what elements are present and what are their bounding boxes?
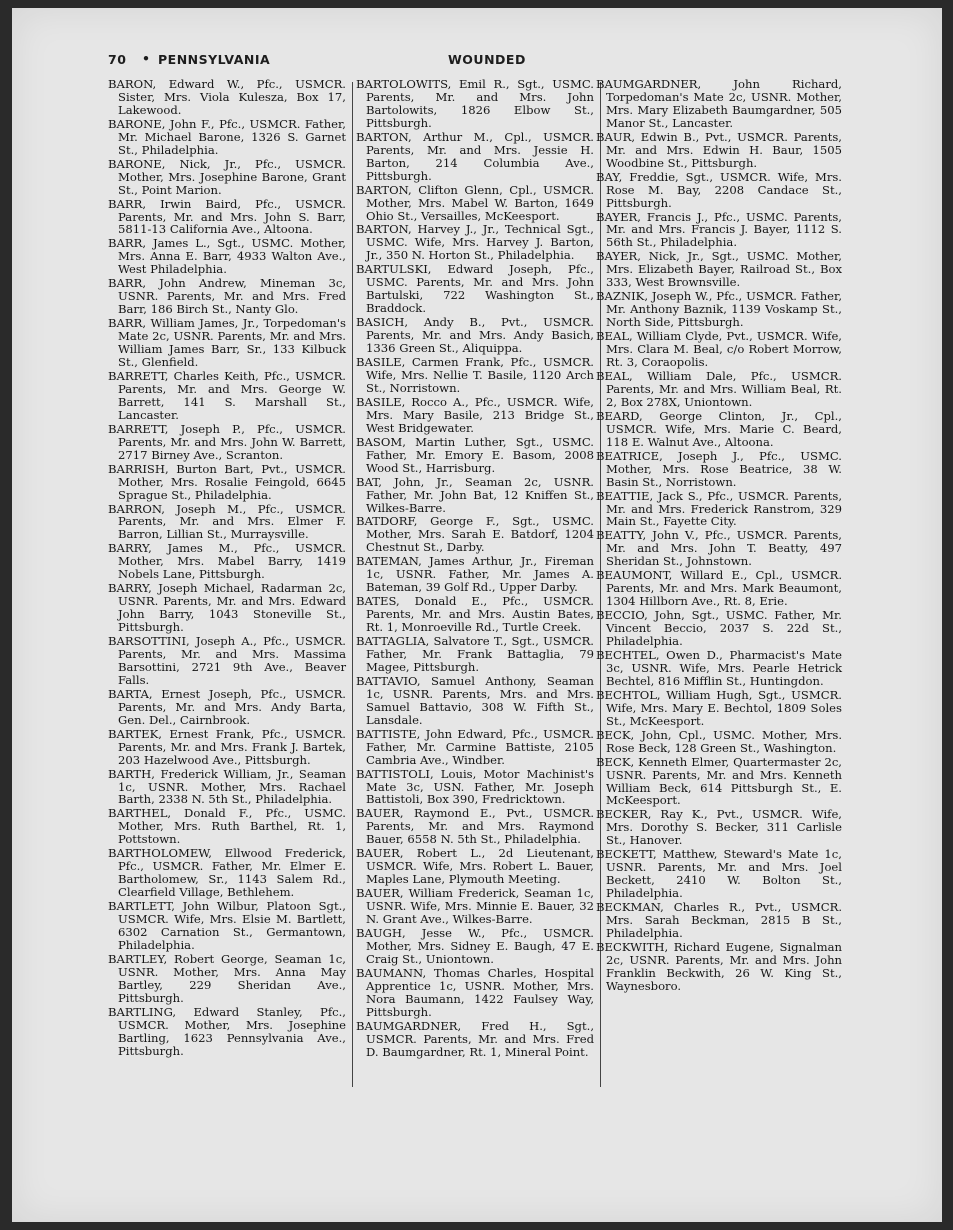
list-entry: BAYER, Francis J., Pfc., USMC. Parents, Mr. and Mrs. Francis J. Bayer, 1112 S. 56th St., Philadelphia. <box>596 209 842 250</box>
list-entry: BARTULSKI, Edward Joseph, Pfc., USMC. Parents, Mr. and Mrs. John Bartulski, 722 Washington St., Braddock. <box>356 262 594 316</box>
list-entry: BARTON, Harvey J., Jr., Technical Sgt., USMC. Wife, Mrs. Harvey J. Barton, Jr., 350 N. Horton St., Philadelphia. <box>356 222 594 263</box>
list-entry: BARRY, James M., Pfc., USMCR. Mother, Mrs. Mabel Barry, 1419 Nobels Lane, Pittsburgh. <box>108 541 346 582</box>
list-entry: BATTAGLIA, Salvatore T., Sgt., USMCR. Father, Mr. Frank Battaglia, 79 Magee, Pittsburgh. <box>356 634 594 674</box>
list-entry: BAUER, Raymond E., Pvt., USMCR. Parents, Mr. and Mrs. Raymond Bauer, 6558 N. 5th St., Philadelphia. <box>356 806 594 847</box>
section-title: WOUNDED <box>448 52 526 67</box>
list-entry: BASICH, Andy B., Pvt., USMCR. Parents, Mr. and Mrs. Andy Basich, 1336 Green St., Aliquippa. <box>356 315 594 356</box>
list-entry: BARONE, Nick, Jr., Pfc., USMCR. Mother, Mrs. Josephine Barone, Grant St., Point Marion. <box>108 156 346 197</box>
page-header <box>108 52 848 72</box>
state-title: PENNSYLVANIA <box>158 52 271 67</box>
list-entry: BEAUMONT, Willard E., Cpl., USMCR. Parents, Mr. and Mrs. Mark Beaumont, 1304 Hillborn Ave., Rt. 8, Erie. <box>596 568 842 609</box>
list-entry: BECK, John, Cpl., USMC. Mother, Mrs. Rose Beck, 128 Green St., Washington. <box>596 727 842 755</box>
column-2 <box>356 78 594 1060</box>
list-entry: BARR, John Andrew, Mineman 3c, USNR. Parents, Mr. and Mrs. Fred Barr, 186 Birch St., Nanty Glo. <box>108 276 346 317</box>
list-entry: BEATRICE, Joseph J., Pfc., USMC. Mother, Mrs. Rose Beatrice, 38 W. Basin St., Norristown. <box>596 448 842 489</box>
list-entry: BECKER, Ray K., Pvt., USMCR. Wife, Mrs. Dorothy S. Becker, 311 Carlisle St., Hanover. <box>596 807 842 848</box>
list-entry: BARR, Irwin Baird, Pfc., USMCR. Parents, Mr. and Mrs. John S. Barr, 5811-13 California Ave., Altoona. <box>108 196 346 237</box>
list-entry: BAUMGARDNER, Fred H., Sgt., USMCR. Parents, Mr. and Mrs. Fred D. Baumgardner, Rt. 1, Mineral Point. <box>356 1018 594 1059</box>
list-entry: BAY, Freddie, Sgt., USMCR. Wife, Mrs. Rose M. Bay, 2208 Candace St., Pittsburgh. <box>596 169 842 210</box>
list-entry: BARTON, Arthur M., Cpl., USMCR. Parents, Mr. and Mrs. Jessie H. Barton, 214 Columbia Ave., Pittsburgh. <box>356 129 594 183</box>
list-entry: BASILE, Rocco A., Pfc., USMCR. Wife, Mrs. Mary Basile, 213 Bridge St., West Bridgewater. <box>356 394 594 435</box>
column-divider-1 <box>352 82 353 1087</box>
list-entry: BECKMAN, Charles R., Pvt., USMCR. Mrs. Sarah Beckman, 2815 B St., Philadelphia. <box>596 900 842 940</box>
list-entry: BARR, James L., Sgt., USMC. Mother, Mrs. Anna E. Barr, 4933 Walton Ave., West Philadelphia. <box>108 236 346 277</box>
list-entry: BARTLEY, Robert George, Seaman 1c, USNR. Mother, Mrs. Anna May Bartley, 229 Sheridan Ave., Pittsburgh. <box>108 951 346 1005</box>
list-entry: BAUGH, Jesse W., Pfc., USMCR. Mother, Mrs. Sidney E. Baugh, 47 E. Craig St., Uniontown. <box>356 926 594 966</box>
list-entry: BARON, Edward W., Pfc., USMCR. Sister, Mrs. Viola Kulesza, Box 17, Lakewood. <box>108 77 346 117</box>
list-entry: BEATTY, John V., Pfc., USMCR. Parents, Mr. and Mrs. John T. Beatty, 497 Sheridan St., Johnstown. <box>596 528 842 569</box>
list-entry: BARTON, Clifton Glenn, Cpl., USMCR. Mother, Mrs. Mabel W. Barton, 1649 Ohio St., Versailles, McKeesport. <box>356 182 594 223</box>
list-entry: BARTHOLOMEW, Ellwood Frederick, Pfc., USMCR. Father, Mr. Elmer E. Bartholomew, Sr., 1143 Salem Rd., Clearfield Village, Bethlehem. <box>108 846 346 900</box>
list-entry: BEAL, William Clyde, Pvt., USMCR. Wife, Mrs. Clara M. Beal, c/o Robert Morrow, Rt. 3, Coraopolis. <box>596 329 842 370</box>
list-entry: BAUR, Edwin B., Pvt., USMCR. Parents, Mr. and Mrs. Edwin H. Baur, 1505 Woodbine St., Pittsburgh. <box>596 129 842 170</box>
list-entry: BARTA, Ernest Joseph, Pfc., USMCR. Parents, Mr. and Mrs. Andy Barta, Gen. Del., Cairnbrook. <box>108 686 346 727</box>
page-number: 70 <box>108 52 127 67</box>
list-entry: BARONE, John F., Pfc., USMCR. Father, Mr. Michael Barone, 1326 S. Garnet St., Philadelphia. <box>108 116 346 157</box>
list-entry: BAT, John, Jr., Seaman 2c, USNR. Father, Mr. John Bat, 12 Kniffen St., Wilkes-Barre. <box>356 474 594 515</box>
list-entry: BARRON, Joseph M., Pfc., USMCR. Parents, Mr. and Mrs. Elmer F. Barron, Lillian St., Murraysville. <box>108 501 346 542</box>
list-entry: BARTEK, Ernest Frank, Pfc., USMCR. Parents, Mr. and Mrs. Frank J. Bartek, 203 Hazelwood Ave., Pittsburgh. <box>108 726 346 767</box>
list-entry: BAUER, Robert L., 2d Lieutenant, USMCR. Wife, Mrs. Robert L. Bauer, Maples Lane, Plymouth Meeting. <box>356 846 594 887</box>
list-entry: BATDORF, George F., Sgt., USMC. Mother, Mrs. Sarah E. Batdorf, 1204 Chestnut St., Darby. <box>356 514 594 555</box>
list-entry: BAUMGARDNER, John Richard, Torpedoman's Mate 2c, USNR. Mother, Mrs. Mary Elizabeth Baumgardner, 505 Manor St., Lancaster. <box>596 77 842 130</box>
column-1 <box>108 78 346 1059</box>
list-entry: BARTLING, Edward Stanley, Pfc., USMCR. Mother, Mrs. Josephine Bartling, 1623 Pennsylvania Ave., Pittsburgh. <box>108 1004 346 1058</box>
list-entry: BEATTIE, Jack S., Pfc., USMCR. Parents, Mr. and Mrs. Frederick Ranstrom, 329 Main St., Fayette City. <box>596 488 842 529</box>
list-entry: BATTISTOLI, Louis, Motor Machinist's Mate 3c, USN. Father, Mr. Joseph Battistoli, Box 390, Fredricktown. <box>356 766 594 807</box>
list-entry: BATEMAN, James Arthur, Jr., Fireman 1c, USNR. Father, Mr. James A. Bateman, 39 Golf Rd., Upper Darby. <box>356 554 594 595</box>
list-entry: BECCIO, John, Sgt., USMC. Father, Mr. Vincent Beccio, 2037 S. 22d St., Philadelphia. <box>596 608 842 649</box>
list-entry: BARSOTTINI, Joseph A., Pfc., USMCR. Parents, Mr. and Mrs. Massima Barsottini, 2721 9th Ave., Beaver Falls. <box>108 634 346 687</box>
header-bullet: • <box>142 51 151 66</box>
list-entry: BARTHEL, Donald F., Pfc., USMC. Mother, Mrs. Ruth Barthel, Rt. 1, Pottstown. <box>108 806 346 847</box>
list-entry: BECKETT, Matthew, Steward's Mate 1c, USNR. Parents, Mr. and Mrs. Joel Beckett, 2410 W. Bolton St., Philadelphia. <box>596 847 842 901</box>
list-entry: BAUMANN, Thomas Charles, Hospital Apprentice 1c, USNR. Mother, Mrs. Nora Baumann, 1422 Faulsey Way, Pittsburgh. <box>356 965 594 1019</box>
list-entry: BATTISTE, John Edward, Pfc., USMCR. Father, Mr. Carmine Battiste, 2105 Cambria Ave., Windber. <box>356 726 594 767</box>
list-entry: BARTOLOWITS, Emil R., Sgt., USMC. Parents, Mr. and Mrs. John Bartolowits, 1826 Elbow St., Pittsburgh. <box>356 77 594 130</box>
list-entry: BATTAVIO, Samuel Anthony, Seaman 1c, USNR. Parents, Mrs. and Mrs. Samuel Battavio, 308 W. Fifth St., Lansdale. <box>356 673 594 727</box>
list-entry: BARTLETT, John Wilbur, Platoon Sgt., USMCR. Wife, Mrs. Elsie M. Bartlett, 6302 Carnation St., Germantown, Philadelphia. <box>108 899 346 952</box>
list-entry: BAZNIK, Joseph W., Pfc., USMCR. Father, Mr. Anthony Baznik, 1139 Voskamp St., North Side, Pittsburgh. <box>596 289 842 330</box>
list-entry: BARRISH, Burton Bart, Pvt., USMCR. Mother, Mrs. Rosalie Feingold, 6645 Sprague St., Philadelphia. <box>108 461 346 502</box>
list-entry: BECKWITH, Richard Eugene, Signalman 2c, USNR. Parents, Mr. and Mrs. John Franklin Beckwith, 26 W. King St., Waynesboro. <box>596 939 842 993</box>
list-entry: BECHTEL, Owen D., Pharmacist's Mate 3c, USNR. Wife, Mrs. Pearle Hetrick Bechtel, 816 Mifflin St., Huntingdon. <box>596 647 842 688</box>
list-entry: BAYER, Nick, Jr., Sgt., USMC. Mother, Mrs. Elizabeth Bayer, Railroad St., Box 333, West Brownsville. <box>596 249 842 290</box>
list-entry: BAUER, William Frederick, Seaman 1c, USNR. Wife, Mrs. Minnie E. Bauer, 32 N. Grant Ave., Wilkes-Barre. <box>356 886 594 927</box>
list-entry: BATES, Donald E., Pfc., USMCR. Parents, Mr. and Mrs. Austin Bates, Rt. 1, Monroeville Rd., Turtle Creek. <box>356 594 594 635</box>
list-entry: BEARD, George Clinton, Jr., Cpl., USMCR. Wife, Mrs. Marie C. Beard, 118 E. Walnut Ave., Altoona. <box>596 408 842 449</box>
column-3 <box>596 78 842 994</box>
list-entry: BEAL, William Dale, Pfc., USMCR. Parents, Mr. and Mrs. William Beal, Rt. 2, Box 278X, Uniontown. <box>596 368 842 409</box>
list-entry: BECHTOL, William Hugh, Sgt., USMCR. Wife, Mrs. Mary E. Bechtol, 1809 Soles St., McKeesport. <box>596 687 842 728</box>
list-entry: BARR, William James, Jr., Torpedoman's Mate 2c, USNR. Parents, Mr. and Mrs. William James Barr, Sr., 133 Kilbuck St., Glenfield. <box>108 316 346 370</box>
list-entry: BARRETT, Charles Keith, Pfc., USMCR. Parents, Mr. and Mrs. George W. Barrett, 141 S. Marshall St., Lancaster. <box>108 368 346 422</box>
list-entry: BARTH, Frederick William, Jr., Seaman 1c, USNR. Mother, Mrs. Rachael Barth, 2338 N. 5th St., Philadelphia. <box>108 766 346 807</box>
list-entry: BARRY, Joseph Michael, Radarman 2c, USNR. Parents, Mr. and Mrs. Edward John Barry, 1043 Stoneville St., Pittsburgh. <box>108 581 346 635</box>
list-entry: BARRETT, Joseph P., Pfc., USMCR. Parents, Mr. and Mrs. John W. Barrett, 2717 Birney Ave., Scranton. <box>108 421 346 462</box>
list-entry: BASILE, Carmen Frank, Pfc., USMCR. Wife, Mrs. Nellie T. Basile, 1120 Arch St., Norristown. <box>356 355 594 395</box>
list-entry: BASOM, Martin Luther, Sgt., USMC. Father, Mr. Emory E. Basom, 2008 Wood St., Harrisburg. <box>356 434 594 475</box>
list-entry: BECK, Kenneth Elmer, Quartermaster 2c, USNR. Parents, Mr. and Mrs. Kenneth William Beck, 614 Pittsburgh St., E. McKeesport. <box>596 754 842 808</box>
